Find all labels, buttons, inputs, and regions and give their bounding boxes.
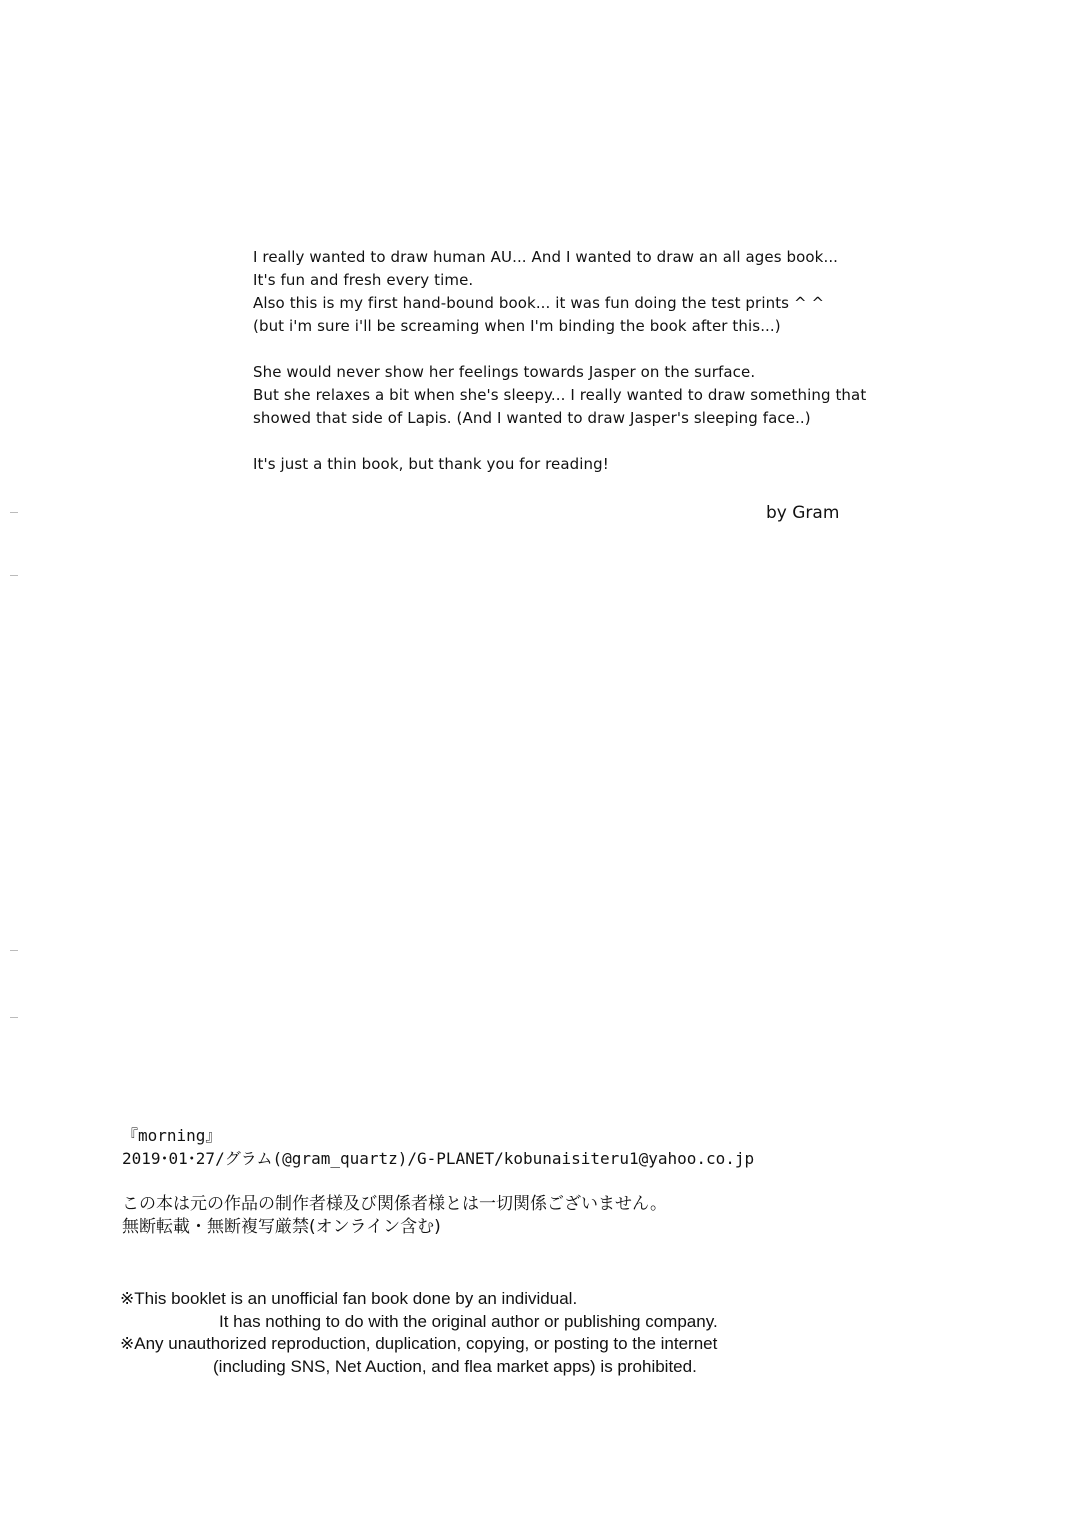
japanese-disclaimer (122, 1193, 667, 1239)
scan-mark (10, 575, 18, 576)
afterword-line: (but i'm sure i'll be screaming when I'm binding the book after this...) (253, 317, 781, 335)
scan-mark (10, 950, 18, 951)
afterword-line: But she relaxes a bit when she's sleepy... I really wanted to draw something that (253, 386, 867, 404)
afterword-paragraph-1 (253, 246, 893, 338)
afterword-text (253, 246, 893, 499)
afterword-line: showed that side of Lapis. (And I wanted to draw Jasper's sleeping face..) (253, 409, 811, 427)
afterword-line: She would never show her feelings towards Jasper on the surface. (253, 363, 756, 381)
disclaimer-jp-line: この本は元の作品の制作者様及び関係者様とは一切関係ございません。 (122, 1194, 668, 1214)
disclaimer-jp-line: 無断転載・無断複写厳禁(オンライン含む) (122, 1217, 441, 1237)
notice-line: ※Any unauthorized reproduction, duplication, copying, or posting to the internet (120, 1334, 718, 1353)
afterword-line: Also this is my first hand-bound book... it was fun doing the test prints ^ ^ (253, 294, 825, 312)
afterword-line: It's just a thin book, but thank you for reading! (253, 455, 609, 473)
colophon (122, 1124, 754, 1170)
afterword-paragraph-2 (253, 361, 893, 430)
notice-line: It has nothing to do with the original author or publishing company. (219, 1311, 718, 1331)
scan-mark (10, 1017, 18, 1018)
afterword-paragraph-3 (253, 453, 893, 476)
author-signature: by Gram (766, 503, 840, 523)
afterword-line: I really wanted to draw human AU... And I wanted to draw an all ages book... (253, 248, 839, 266)
publication-details: 2019･01･27/グラム(@gram_quartz)/G-PLANET/kobunaisiteru1@yahoo.co.jp (122, 1149, 755, 1168)
book-title: 『morning』 (122, 1126, 222, 1145)
english-notice (120, 1288, 820, 1378)
afterword-line: It's fun and fresh every time. (253, 271, 474, 289)
scan-mark (10, 512, 18, 513)
notice-line: (including SNS, Net Auction, and flea market apps) is prohibited. (213, 1356, 697, 1376)
notice-line: ※This booklet is an unofficial fan book done by an individual. (120, 1289, 578, 1308)
